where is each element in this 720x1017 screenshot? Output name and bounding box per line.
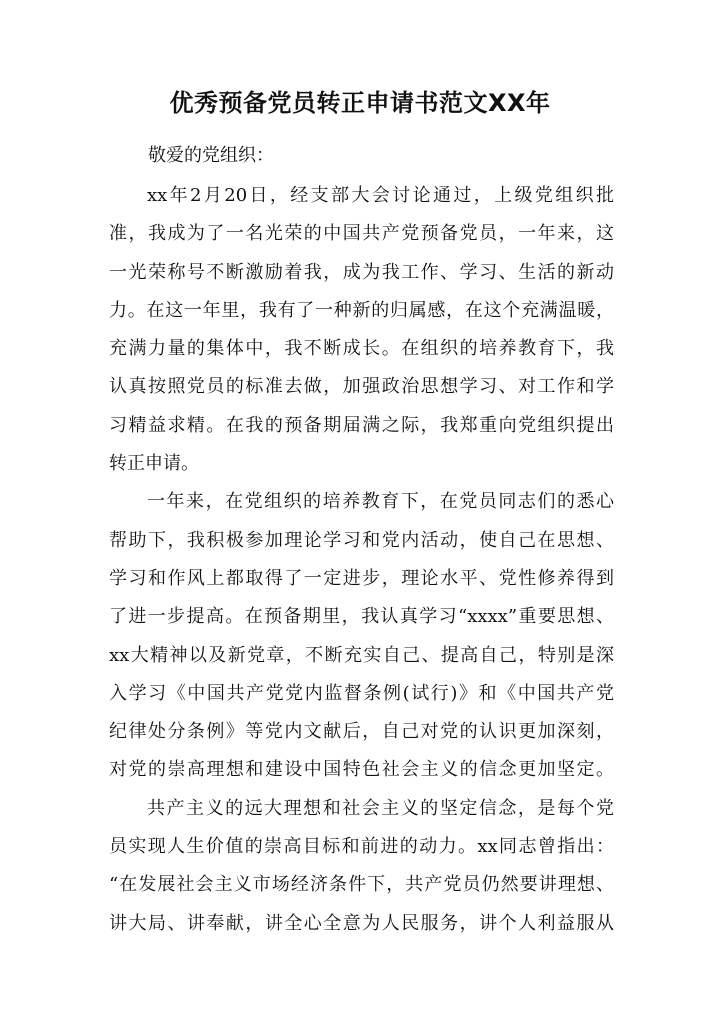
body-line: 共产主义的远大理想和社会主义的坚定信念，是每个党 [147, 797, 614, 819]
body-line: 一光荣称号不断激励着我，成为我工作、学习、生活的新动 [109, 261, 614, 283]
body-line: 转正申请。 [109, 453, 199, 475]
body-line: 准，我成为了一名光荣的中国共产党预备党员，一年来，这 [109, 223, 614, 245]
body-line: 力。在这一年里，我有了一种新的归属感，在这个充满温暖， [109, 299, 614, 321]
document-body [109, 177, 614, 943]
body-line: 一年来，在党组织的培养教育下，在党员同志们的悉心 [147, 491, 614, 513]
body-line: 纪律处分条例》等党内文献后，自己对党的认识更加深刻， [109, 721, 614, 743]
body-line: 习精益求精。在我的预备期届满之际，我郑重向党组织提出 [109, 414, 614, 436]
salutation: 敬爱的党组织： [148, 145, 274, 166]
body-line: 对党的崇高理想和建设中国特色社会主义的信念更加坚定。 [109, 759, 614, 781]
document-title: 优秀预备党员转正申请书范文XX年 [169, 89, 551, 117]
body-line: 了进一步提高。在预备期里，我认真学习“xxxx”重要思想、 [109, 606, 614, 628]
body-line: 帮助下，我积极参加理论学习和党内活动，使自己在思想、 [109, 529, 614, 551]
body-line: 充满力量的集体中，我不断成长。在组织的培养教育下，我 [109, 338, 614, 360]
body-line: 员实现人生价值的崇高目标和前进的动力。xx同志曾指出： [109, 836, 614, 858]
body-line: 学习和作风上都取得了一定进步，理论水平、党性修养得到 [109, 567, 614, 589]
body-line: xx年2月20日，经支部大会讨论通过，上级党组织批 [147, 185, 614, 206]
body-line: xx大精神以及新党章，不断充实自己、提高自己，特别是深 [109, 644, 614, 666]
body-line: 认真按照党员的标准去做，加强政治思想学习、对工作和学 [109, 376, 614, 398]
body-line: 讲大局、讲奉献，讲全心全意为人民服务，讲个人利益服从 [109, 912, 614, 934]
body-line: 入学习《中国共产党党内监督条例(试行)》和《中国共产党 [109, 682, 614, 704]
body-line: “在发展社会主义市场经济条件下，共产党员仍然要讲理想、 [109, 874, 614, 896]
